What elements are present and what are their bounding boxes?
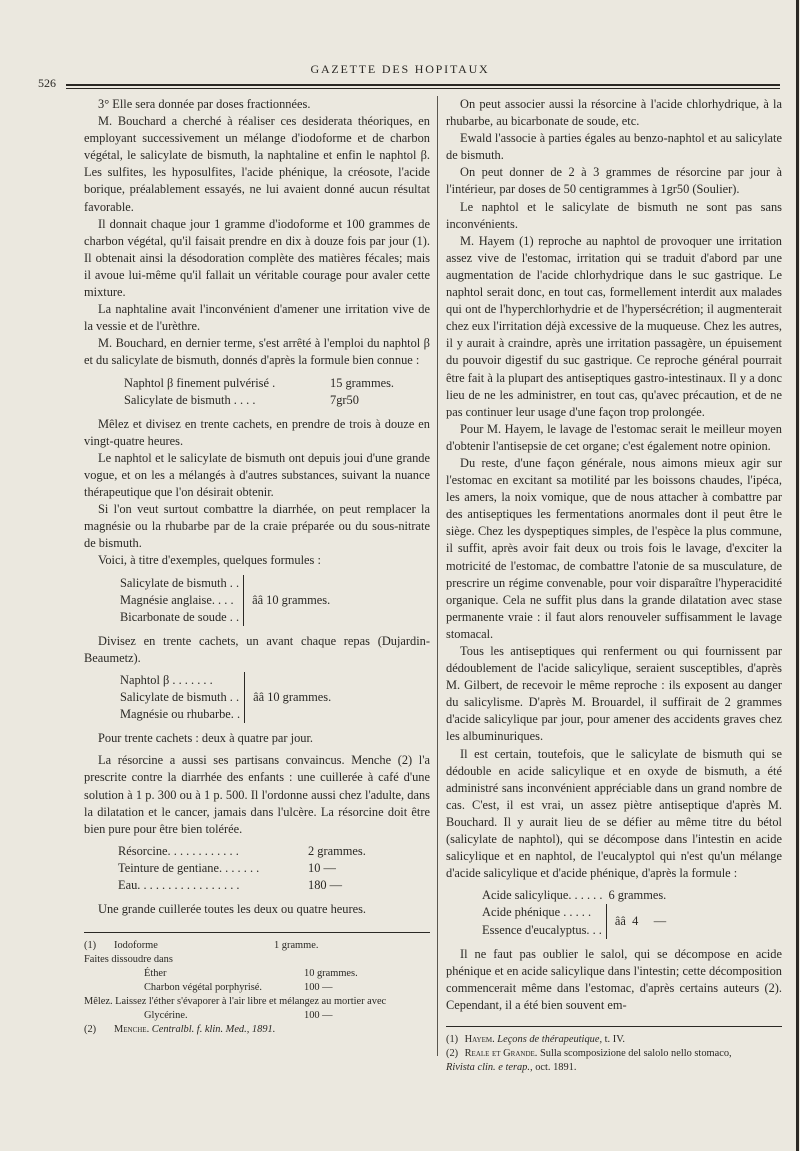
ingredient: Salicylate de bismuth . . . . [124,392,256,407]
footnote-text: Mêlez. Laissez l'éther s'évaporer à l'air libre et mélangez au mortier avec [84,996,387,1008]
journal-title: GAZETTE DES HOPITAUX [310,62,490,76]
formula-row [482,887,782,904]
ingredient: Naphtol β . . . . . . . [120,673,213,687]
page-number: 526 [38,76,56,90]
footnote-text: Faites dissoudre dans [84,954,173,966]
quantity: 100 — [304,1010,333,1022]
quantity: 6 grammes. [608,888,667,903]
footnote-source: Centralbl. f. klin. Med., 1891. [151,1024,276,1036]
ingredient: Teinture de gentiane [118,860,219,875]
ingredient: Charbon végétal porphyrisé. [144,982,263,994]
paragraph: On peut associer aussi la résorcine à l'acide chlorhydrique, à la rhubarbe, au bicarbonate de soude, etc. [446,97,782,129]
quantity: 10 — [308,860,336,875]
leader-dots: . . . . . . . . . . . . . . . . . [137,878,240,893]
footnote-ref: (2) [446,1047,459,1059]
running-head [0,58,800,88]
column-divider [437,96,438,1056]
footnotes [446,1026,782,1075]
quantity: 7gr50 [330,392,359,407]
ingredient: Magnésie ou rhubarbe. . [120,707,241,722]
quantity: 1 gramme. [274,940,319,952]
ingredient: Naphtol β finement pulvérisé . [124,375,276,390]
footnote-text: Sulla scomposizione del salolo nello stomaco, [540,1047,732,1059]
paragraph: Voici, à titre d'exemples, quelques formules : [98,553,321,568]
ingredient: Magnésie anglaise. . . . [120,592,234,607]
leader-dots: . . . . . . . [218,860,260,875]
ingredient: Bicarbonate de soude . . [120,609,240,624]
brace-group [482,904,607,938]
paragraph: Tous les antiseptiques qui renferment ou qui fournissent par dédoublement de l'acide salicylique, seraient susceptibles, d'après M. Gilbert, de recevoir le même reproche : ils exposent au danger du salicylisme. D'après M. Brouardel, il suffirait de 2 grammes d'acide salicylique par jour, pour amener des accidents graves chez les albuminuriques. [446,644,782,744]
ingredient: Salicylate de bismuth . . [120,575,240,590]
brace-group [120,672,245,723]
paragraph: Si l'on veut surtout combattre la diarrhée, on peut remplacer la magnésie ou la rhubarbe par de la craie préparée ou du sous-nitrate de bismuth. [84,502,430,551]
brace-row [482,904,782,938]
footnote-author: Menche. [114,1024,150,1036]
paragraph: La naphtaline avait l'inconvénient d'amener une irritation vive de la vessie et de l'urèthre. [84,302,430,334]
formula-eucalyptol [482,887,782,938]
footnote-journal: Rivista clin. e terap., [446,1061,533,1073]
footnote-title: Leçons de thérapeutique, [497,1033,603,1045]
quantity: ââ 4 — [614,913,667,928]
quantity: ââ 10 grammes. [253,690,332,705]
footnote-row [84,939,430,953]
footnote-author: Hayem. [464,1033,495,1045]
paragraph: Il est certain, toutefois, que le salicylate de bismuth qui se dédouble en acide salicylique et en oxyde de bismuth, a été administré sans inconvénient appréciable dans un grand nombre de cas. C'est, il est vrai, un assez piètre antiseptique d'après M. Bouchard. Il y aurait lieu de se défier au même titre du bétol (salicylate de naphtol), qui se décompose dans l'intestin en acide salicylique et en naphtol, de l'eucalyptol qui n'est qu'un mélange d'acide salicylique et d'acide phénique, d'après la formule : [446,746,782,881]
leader-dots: . . . . . . [568,888,603,903]
footnote [446,1047,782,1061]
page-edge [796,0,799,1151]
right-column [446,96,782,1075]
footnote-date: oct. 1891. [535,1061,577,1073]
footnote-ref: (1) [446,1033,459,1045]
formula-row [118,843,378,860]
formula-naphtol-bismuth [124,375,430,409]
footnote-ref: (1) [84,940,97,952]
paragraph: Le naphtol et le salicylate de bismuth ne sont pas sans inconvénients. [446,199,782,231]
quantity: ââ 10 grammes. [252,592,331,607]
footnote-text: t. IV. [604,1033,625,1045]
ingredient: Résorcine [118,843,168,858]
paragraph: Le naphtol et le salicylate de bismuth ont depuis joui d'une grande vogue, et on les a mélangés à d'autres substances, suivant la nuance thérapeutique que l'on désirait obtenir. [84,450,430,500]
ingredient: Acide phénique . . . . . [482,905,592,920]
formula-bismuth-magnesie [120,575,430,626]
footnote-continuation [446,1061,782,1075]
ingredient: Iodoforme [114,940,158,952]
formula-row [118,877,378,894]
paragraph: On peut donner de 2 à 3 grammes de résorcine par jour à l'intérieur, par doses de 50 centigrammes à 1gr50 (Soulier). [446,165,782,197]
footnote-author: Reale et Grande. [464,1047,538,1059]
formula-row [124,392,430,409]
quantity: 180 — [308,878,343,893]
paragraph: Ewald l'associe à parties égales au benzo-naphtol et au salicylate de bismuth. [446,131,782,163]
footnote-row [84,981,430,995]
brace-group [120,575,244,626]
ingredient: Acide salicylique [482,888,569,903]
header-rule [66,84,780,89]
formula-row [118,860,378,877]
paragraph: 3° Elle sera donnée par doses fractionnées. [98,97,311,111]
footnote [446,1033,782,1047]
paragraph: La résorcine a aussi ses partisans convaincus. Menche (2) l'a prescrite contre la diarrhée des enfants : une cuillerée à café d'une solution à 1 p. 300 ou à 1 p. 500. Il l'ordonne aussi chez l'adulte, dans la dilatation et le cancer, jamais dans l'ulcère. La résorcine doit être bien pure pour être bien tolérée. [84,753,430,836]
leader-dots: . . . . . . . . . . . . [167,843,239,858]
quantity: 10 grammes. [304,968,358,980]
footnotes [84,932,430,1037]
quantity: 15 grammes. [330,375,395,390]
ingredient: Éther [144,968,167,980]
ingredient: Glycérine. [144,1010,188,1022]
left-column [84,96,430,1037]
paragraph: Pour M. Hayem, le lavage de l'estomac serait le meilleur moyen d'obtenir l'antisepsie de cet organe; c'est également notre opinion. [446,421,782,453]
formula-naphtol-magnesie [120,672,430,723]
paragraph: Du reste, d'une façon générale, nous aimons mieux agir sur l'estomac en excitant sa motilité par les boissons chaudes, l'ipéca, les amers, la noix vomique, que de nous attacher à combattre par des antiseptiques les fermentations anormales dont il peut être le siège. Chez les dyspeptiques simples, de l'espèce la plus commune, il suffit, après avoir fait deux ou trois fois le lavage, d'exciter la motricité de l'estomac, de combattre l'atonie de sa musculature, de prescrire un régime convenable, pour voir disparaître l'hyperacidité organique. Cela ne suffit plus dans la grande dilatation avec stase permanente vraie : il faut alors renouveler suffisamment le lavage stomacal. [446,455,782,641]
paragraph: M. Hayem (1) reproche au naphtol de provoquer une irritation assez vive de l'estomac, irritation qui se traduit d'abord par une augmentation de l'acide chlorhydrique dans le suc gastrique. Le naphtol serait donc, en tout cas, formellement interdit aux malades qui ont de l'hyperchlorhydrie et de l'hypersécrétion; il augmenterait chez eux l'irritation déjà excessive de la muqueuse. Chez les autres, il y aurait à craindre, après une irritation passagère, un épuisement du pouvoir digestif du suc gastrique. Ce reproche général pourrait être fait à la plupart des antiseptiques gastro-intestinaux. Il y a donc lieu de ne les administrer, en tout cas, qu'avec précaution, et de ne pas continuer leur usage d'une façon trop prolongée. [446,233,782,419]
footnote-row [84,953,430,967]
footnote-row [84,967,430,981]
paragraph: Il ne faut pas oublier le salol, qui se décompose en acide phénique et en acide salicylique dans l'intestin; cette décomposition commencerait même dans l'estomac, d'après certains auteurs (2). Cependant, il a été bien souvent em- [446,946,782,1012]
paragraph: Mêlez et divisez en trente cachets, en prendre de trois à douze en vingt-quatre heures. [84,416,430,448]
footnote-row [84,1023,430,1037]
paragraph: Pour trente cachets : deux à quatre par jour. [98,731,314,746]
quantity: 100 — [304,982,333,994]
ingredient: Essence d'eucalyptus. . . [482,922,602,937]
formula-resorcine [118,843,378,894]
paragraph: Une grande cuillerée toutes les deux ou quatre heures. [98,902,367,917]
quantity: 2 grammes. [308,843,366,858]
formula-row [124,375,430,392]
paragraph: Il donnait chaque jour 1 gramme d'iodoforme et 100 grammes de charbon végétal, qu'il faisait prendre en dix à douze fois par jour (1). Il obtenait ainsi la désodoration complète des matières fécales; mais il avoue lui-même qu'il fallait un véritable courage pour avaler cette mixture. [84,216,430,300]
paragraph: M. Bouchard, en dernier terme, s'est arrêté à l'emploi du naphtol β et du salicylate de bismuth, donnés d'après la formule bien connue : [84,336,430,368]
paragraph: M. Bouchard a cherché à réaliser ces desiderata théoriques, en employant successivement un mélange d'iodoforme et de charbon végétal, le salicylate de bismuth, la naphtaline et enfin le naphtol β. Les sulfites, les hyposulfites, l'acide phénique, la créosote, l'acide borique, préalablement essayés, ne lui avaient donné aucun résultat favorable. [84,114,430,214]
ingredient: Eau [118,878,138,893]
footnote-ref: (2) [84,1024,97,1036]
footnote-row [84,1009,430,1023]
ingredient: Salicylate de bismuth . . [120,690,240,705]
paragraph: Divisez en trente cachets, un avant chaque repas (Dujardin-Beaumetz). [84,633,430,665]
